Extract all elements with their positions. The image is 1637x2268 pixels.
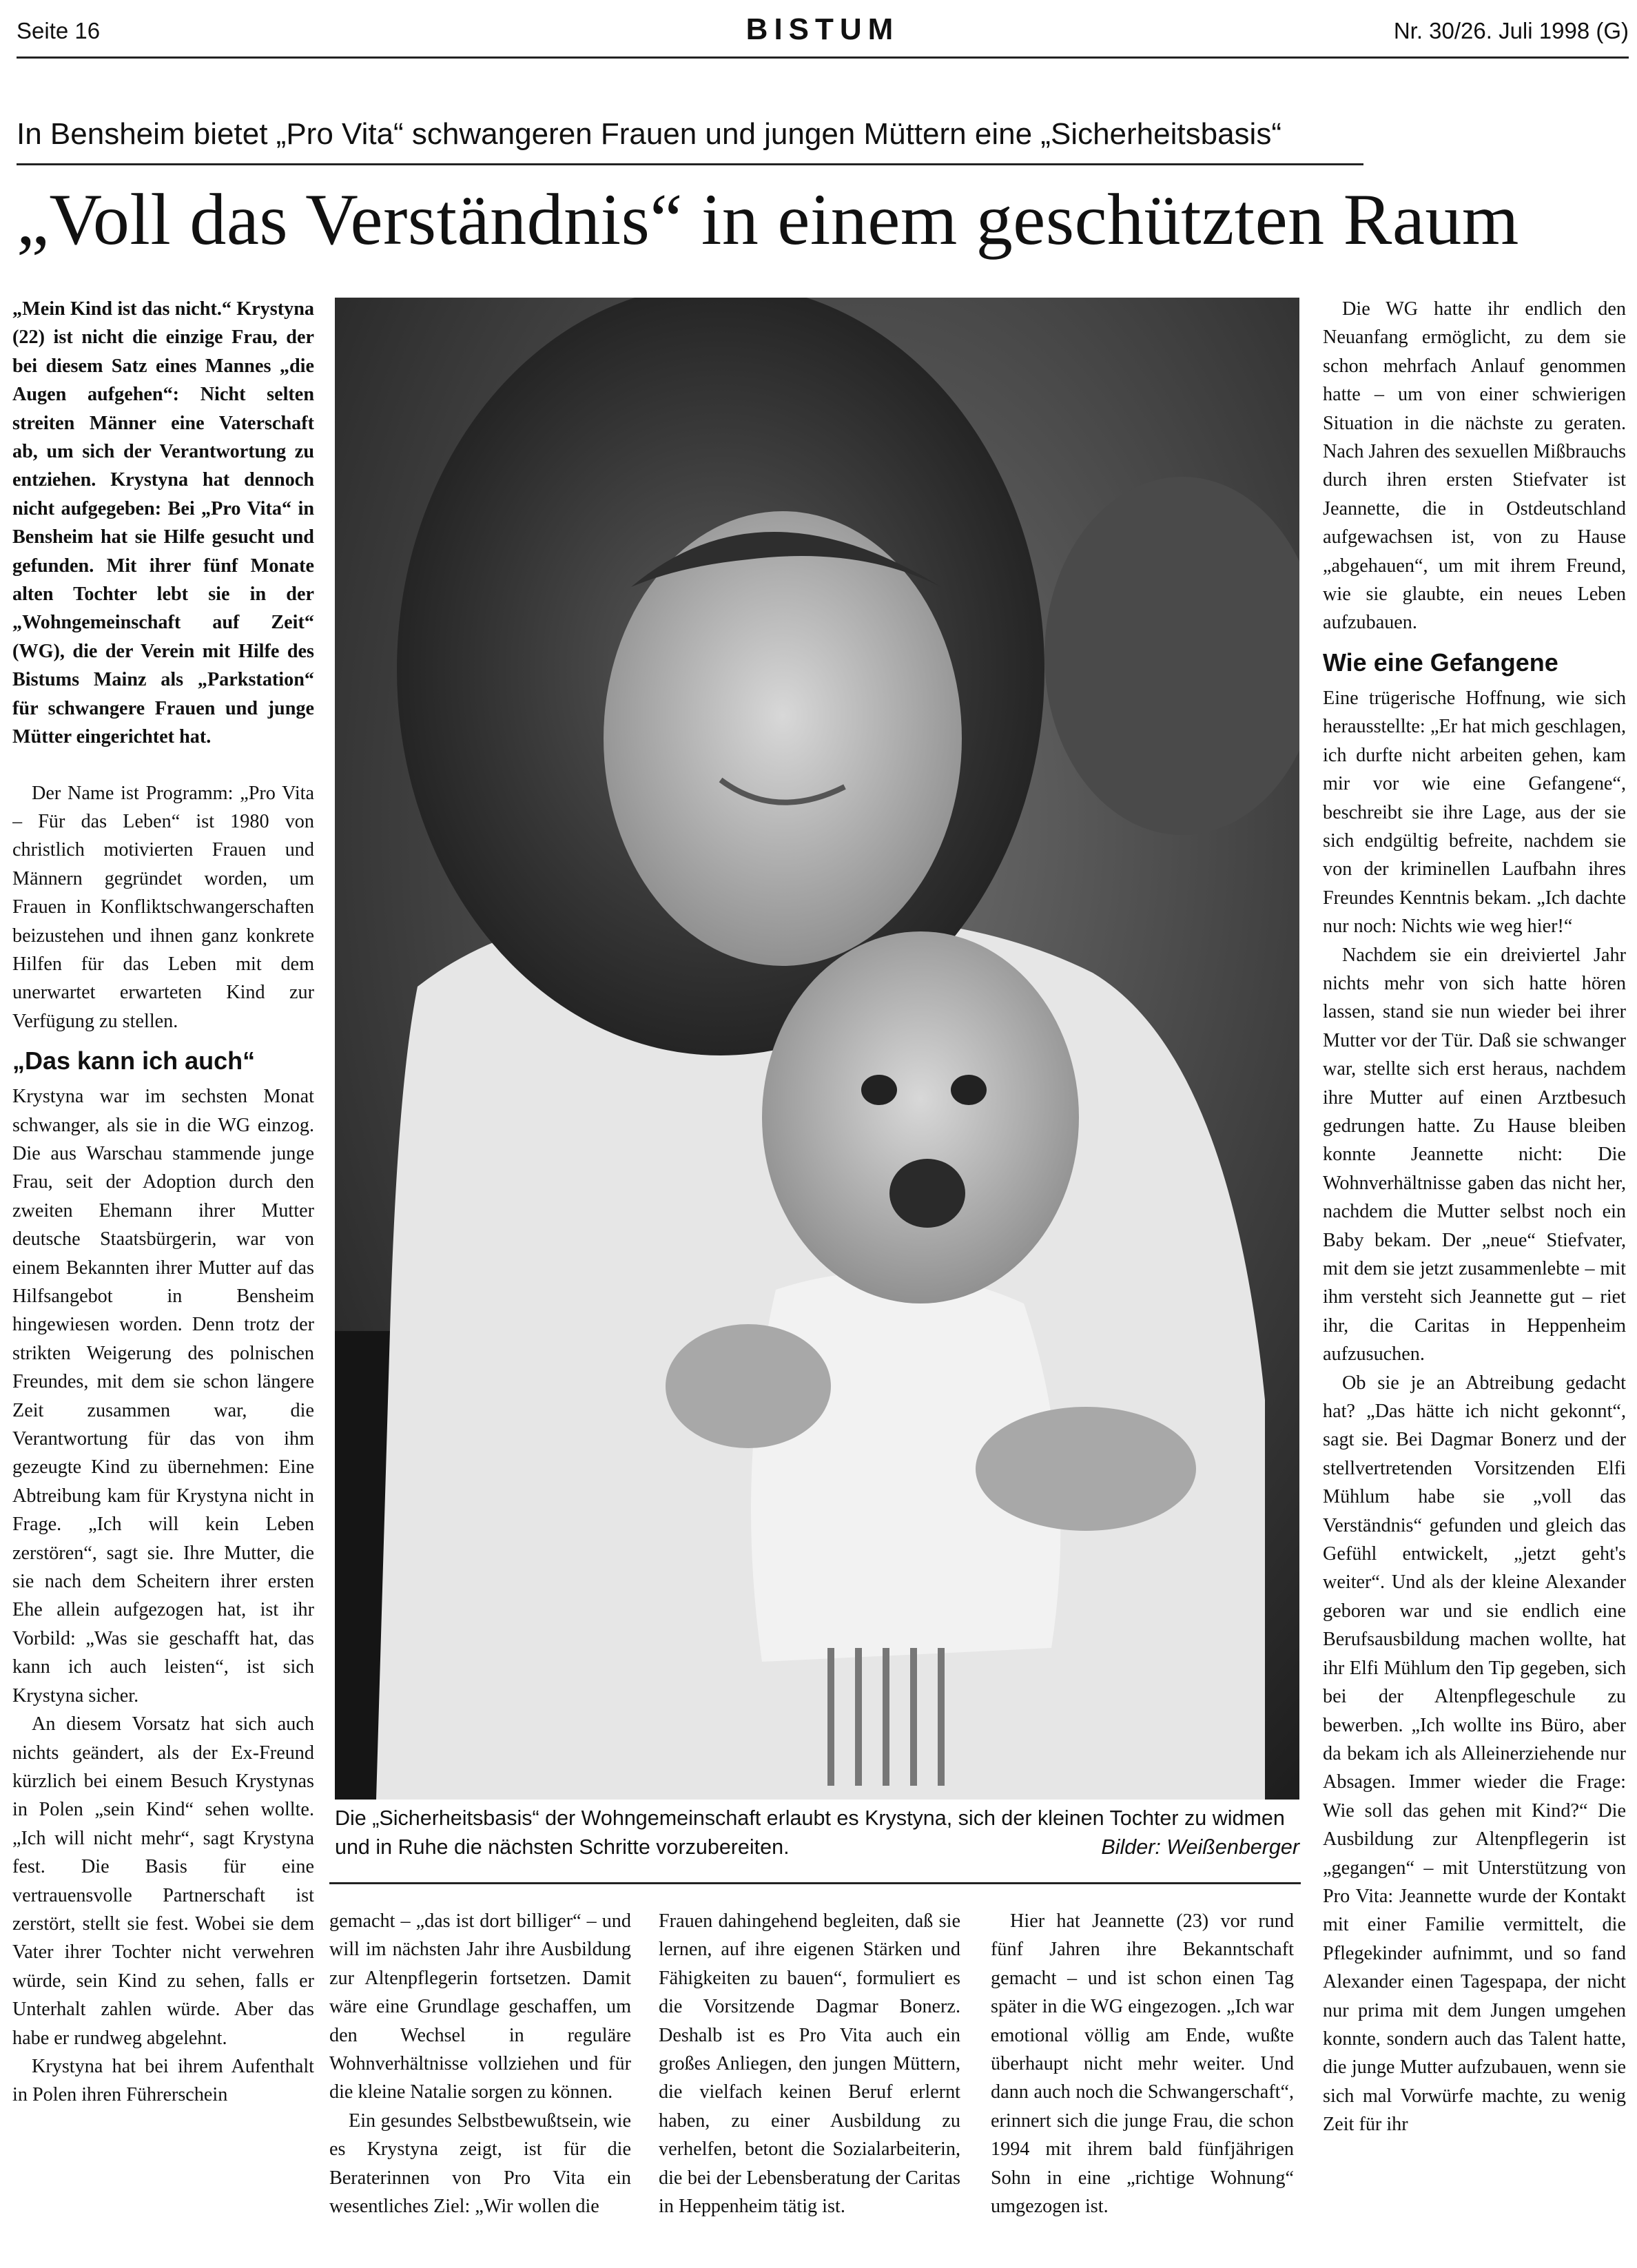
- page-header: [17, 12, 1629, 61]
- body-paragraph: Nachdem sie ein dreiviertel Jahr nichts mehr von sich hatte hören lassen, stand sie nun wieder bei ihrer Mutter vor der Tür. Daß sie schwanger war, stellte sich erst heraus, nachdem ihre Mutter auf einen Arztbesuch gedrungen hatte. Zu Hause bleiben konnte Jeannette nicht: Die Wohnverhältnisse gaben das nicht her, nachdem die Mutter selbst noch ein Baby bekam. Der „neue“ Stiefvater, mit dem sie jetzt zusammenlebte – mit ihm versteht sich Jeannette gut – riet ihr, die Caritas in Heppenheim aufzusuchen.: [1323, 944, 1626, 1365]
- body-paragraph: Krystyna war im sechsten Monat schwanger, als sie in die WG einzog. Die aus Warschau stammende junge Frau, seit der Adoption durch den zweiten Ehemann ihrer Mutter deutsche Staatsbürgerin, war von einem Bekannten ihrer Mutter auf das Hilfsangebot in Bensheim hingewiesen worden. Denn trotz der strikten Weigerung des polnischen Freundes, mit dem sie schon längere Zeit zusammen war, die Verantwortung für das von ihm gezeugte Kind zu übernehmen: Eine Abtreibung kam für Krystyna nicht in Frage. „Ich will kein Leben zerstören“, sagt sie. Ihre Mutter, die sie nach dem Scheitern ihrer ersten Ehe allein aufgezogen hat, ist ihr Vorbild: „Was sie geschafft hat, das kann ich auch leisten“, ist sich Krystyna sicher.: [12, 1086, 314, 1707]
- article-column-3: [659, 1907, 960, 2265]
- body-paragraph: gemacht – „das ist dort billiger“ – und will im nächsten Jahr ihre Ausbildung zur Altenpflegerin fortsetzen. Damit wäre eine Grundlage geschaffen, um den Wechsel in reguläre Wohnverhältnisse vollziehen und für die kleine Natalie sorgen zu können.: [329, 1910, 631, 2103]
- caption-divider: [329, 1882, 1301, 1884]
- subheading: „Das kann ich auch“: [12, 1047, 256, 1075]
- article-lead: „Mein Kind ist das nicht.“ Krystyna (22) ist nicht die einzige Frau, der bei diesem Satz eines Mannes „die Augen aufgehen“: Nicht selten streiten Männer eine Vaterschaft ab, um sich der Verantwortung zu entziehen. Krystyna hat dennoch nicht aufgegeben: Bei „Pro Vita“ in Bensheim hat sie Hilfe gesucht und gefunden. Mit ihrer fünf Monate alten Tochter lebt sie in der „Wohngemeinschaft auf Zeit“ (WG), die der Verein mit Hilfe des Bistums Mainz als „Parkstation“ für schwangere Frauen und junge Mütter eingerichtet hat.: [12, 298, 314, 748]
- body-paragraph: Eine trügerische Hoffnung, wie sich herausstellte: „Er hat mich geschlagen, ich durfte nicht arbeiten gehen, kam mir vor wie eine Gefangene“, beschreibt sie ihre Lage, aus der sie sich endgültig befreite, nachdem sie von der kriminellen Laufbahn ihres Freundes Kenntnis bekam. „Ich dachte nur noch: Nichts wie weg hier!“: [1323, 687, 1626, 938]
- article-photo: [335, 298, 1299, 1800]
- woman-holding-baby-photo: [335, 298, 1299, 1800]
- body-paragraph: Krystyna hat bei ihrem Aufenthalt in Polen ihren Führerschein: [12, 2055, 314, 2106]
- header-divider: [17, 56, 1629, 59]
- photo-caption: [335, 1804, 1299, 1862]
- body-paragraph: Ob sie je an Abtreibung gedacht hat? „Das hätte ich nicht gekonnt“, sagt sie. Bei Dagmar Bonerz und der stellvertretenden Vorsitzenden Elfi Mühlum habe sie „voll das Verständnis“ gefunden und gleich das Gefühl entwickelt, „jetzt geht's weiter“. Und als der kleine Alexander geboren war und sie endlich eine Berufsausbildung machen wollte, hat ihr Elfi Mühlum den Tip gegeben, sich bei der Altenpflegeschule zu bewerben. „Ich wollte ins Büro, aber da bekam ich als Alleinerziehende nur Absagen. Immer wieder die Frage: Wie soll das gehen mit Kind?“ Die Ausbildung zur Altenpflegerin ist „gegangen“ – mit Unterstützung von Pro Vita: Jeannette wurde der Kontakt mit einer Familie vermittelt, die Pflegekinder aufnimmt, und so fand Alexander einen Tagespapa, der nicht nur prima mit dem Jungen umgehen konnte, sondern auch das Talent hatte, die junge Mutter aufzubauen, wenn sie sich mal Vorwürfe machte, zu wenig Zeit für ihr: [1323, 1372, 1626, 2136]
- issue-date: Nr. 30/26. Juli 1998 (G): [1393, 18, 1629, 43]
- kicker-divider: [17, 163, 1363, 165]
- article-column-5: [1323, 295, 1626, 2265]
- body-paragraph: Hier hat Jeannette (23) vor rund fünf Jahren ihre Bekanntschaft gemacht – und ist schon einen Tag später in die WG eingezogen. „Ich war emotional völlig am Ende, wußte überhaupt nicht mehr weiter. Und dann auch noch die Schwangerschaft“, erinnert sich die junge Frau, die schon 1994 mit ihrem bald fünfjährigen Sohn in eine „richtige Wohnung“ umgezogen ist.: [991, 1910, 1294, 2218]
- article-column-1: [12, 295, 314, 2265]
- page-number: Seite 16: [17, 18, 101, 43]
- subheading: Wie eine Gefangene: [1323, 648, 1558, 677]
- caption-text: Die „Sicherheitsbasis“ der Wohngemeinschaft erlaubt es Krystyna, sich der kleinen Tochter zu widmen und in Ruhe die nächsten Schritte vorzubereiten.: [335, 1806, 1285, 1859]
- body-paragraph: Ein gesundes Selbstbewußtsein, wie es Krystyna zeigt, ist für die Beraterinnen von Pro Vita ein wesentliches Ziel: „Wir wollen die: [329, 2110, 631, 2218]
- article-headline: „Voll das Verständnis“ in einem geschützten Raum: [17, 179, 1519, 260]
- section-title: BISTUM: [745, 12, 900, 46]
- article-column-4: [991, 1907, 1294, 2265]
- article-kicker: In Bensheim bietet „Pro Vita“ schwangeren Frauen und jungen Müttern eine „Sicherheitsbasis“: [17, 117, 1281, 151]
- body-paragraph: An diesem Vorsatz hat sich auch nichts geändert, als der Ex-Freund kürzlich bei einem Besuch Krystynas in Polen „sein Kind“ sehen wollte. „Ich will nicht mehr“, sagt Krystyna fest. Die Basis für eine vertrauensvolle Partnerschaft ist zerstört, stellt sie fest. Wobei sie dem Vater ihrer Tochter nicht verwehren würde, sein Kind zu sehen, falls er Unterhalt zahlen würde. Aber das habe er rundweg abgelehnt.: [12, 1713, 314, 2049]
- body-paragraph: Der Name ist Programm: „Pro Vita – Für das Leben“ ist 1980 von christlich motivierten Frauen und Männern gegründet worden, um Frauen in Konfliktschwangerschaften beizustehen und ihnen ganz konkrete Hilfen für das Leben mit dem unerwartet erwarteten Kind zur Verfügung zu stellen.: [12, 782, 314, 1032]
- body-paragraph: Frauen dahingehend begleiten, daß sie lernen, auf ihre eigenen Stärken und Fähigkeiten zu bauen“, formuliert es die Vorsitzende Dagmar Bonerz. Deshalb ist es Pro Vita auch ein großes Anliegen, den jungen Müttern, die vielfach keinen Beruf erlernt haben, zu einer Ausbildung zu verhelfen, betont die Sozialarbeiterin, die bei der Lebensberatung der Caritas in Heppenheim tätig ist.: [659, 1910, 960, 2218]
- photo-credit: Bilder: Weißenberger: [1101, 1835, 1299, 1859]
- body-paragraph: Die WG hatte ihr endlich den Neuanfang ermöglicht, zu dem sie schon mehrfach Anlauf genommen hatte – um von einer schwierigen Situation in die nächste zu geraten. Nach Jahren des sexuellen Mißbrauchs durch ihren ersten Stiefvater ist Jeannette, die in Ostdeutschland aufgewachsen ist, von zu Hause „abgehauen“, um mit ihrem Freund, wie sie glaubte, ein neues Leben aufzubauen.: [1323, 298, 1626, 634]
- article-column-2: [329, 1907, 631, 2265]
